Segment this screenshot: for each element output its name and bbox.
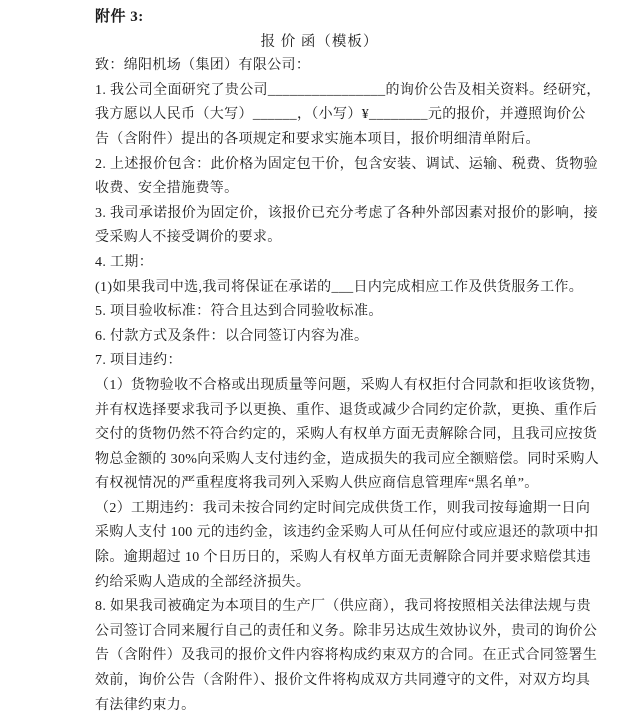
doc-line: 交付的货物仍然不符合约定的，采购人有权单方面无责解除合同，且我司应按货 — [95, 427, 598, 443]
doc-line: 5. 项目验收标准：符合且达到合同验收标准。 — [95, 304, 383, 320]
doc-line: 4. 工期： — [95, 254, 154, 270]
document-title: 报 价 函（模板） — [260, 33, 379, 50]
doc-line: 告（含附件）提出的各项规定和要求实施本项目，报价明细清单附后。 — [95, 131, 540, 147]
doc-line: 约给采购人造成的全部经济损失。 — [95, 574, 311, 590]
doc-line: 公司签订合同来履行自己的责任和义务。除非另达成生效协议外，贵司的询价公 — [95, 623, 598, 639]
doc-line: 2. 上述报价包含：此价格为固定包干价，包含安装、调试、运输、税费、货物验 — [95, 156, 598, 172]
doc-line: 6. 付款方式及条件：以合同签订内容为准。 — [95, 328, 369, 344]
doc-line: 收费、安全措施费等。 — [95, 181, 239, 197]
doc-line: 7. 项目违约： — [95, 353, 182, 369]
doc-line: 除。逾期超过 10 个日历日的，采购人有权单方面无责解除合同并要求赔偿其违 — [95, 550, 591, 566]
doc-line: 1. 我公司全面研究了贵公司________________的询价公告及相关资料。经研究， — [95, 82, 601, 98]
doc-line: 我方愿以人民币（大写）______，（小写）¥________元的报价，并遵照询价公 — [95, 107, 586, 123]
doc-line: (1)如果我司中选,我司将保证在承诺的___日内完成相应工作及供货服务工作。 — [95, 279, 584, 295]
doc-line: 并有权选择要求我司予以更换、重作、退货或减少合同约定价款，更换、重作后 — [95, 402, 598, 418]
doc-line: 8. 如果我司被确定为本项目的生产厂（供应商），我司将按照相关法律法规与贵 — [95, 599, 591, 615]
doc-line: 物总金额的 30%向采购人支付违约金，造成损失的我司应全额赔偿。同时采购人 — [95, 451, 600, 467]
doc-line: 受采购人不接受调价的要求。 — [95, 230, 282, 246]
doc-line: （2）工期违约：我司未按合同约定时间完成供货工作，则我司按每逾期一日向 — [95, 500, 591, 516]
doc-line: 有权视情况的严重程度将我司列入采购人供应商信息管理库“黑名单”。 — [95, 476, 539, 492]
attachment-label: 附件 3: — [95, 9, 144, 25]
recipient-line: 致：绵阳机场（集团）有限公司： — [95, 58, 311, 74]
doc-line: 3. 我司承诺报价为固定价，该报价已充分考虑了各种外部因素对报价的影响，接 — [95, 205, 598, 221]
doc-line: （1）货物验收不合格或出现质量等问题，采购人有权拒付合同款和拒收该货物， — [95, 377, 605, 393]
doc-line: 告（含附件）及我司的报价文件内容将构成约束双方的合同。在正式合同签署生 — [95, 648, 598, 664]
doc-line: 采购人支付 100 元的违约金，该违约金采购人可从任何应付或应退还的款项中扣 — [95, 525, 599, 541]
doc-line: 效前，询价公告（含附件）、报价文件将构成双方共同遵守的文件，对双方均具 — [95, 673, 591, 689]
doc-line: 有法律约束力。 — [95, 697, 196, 713]
